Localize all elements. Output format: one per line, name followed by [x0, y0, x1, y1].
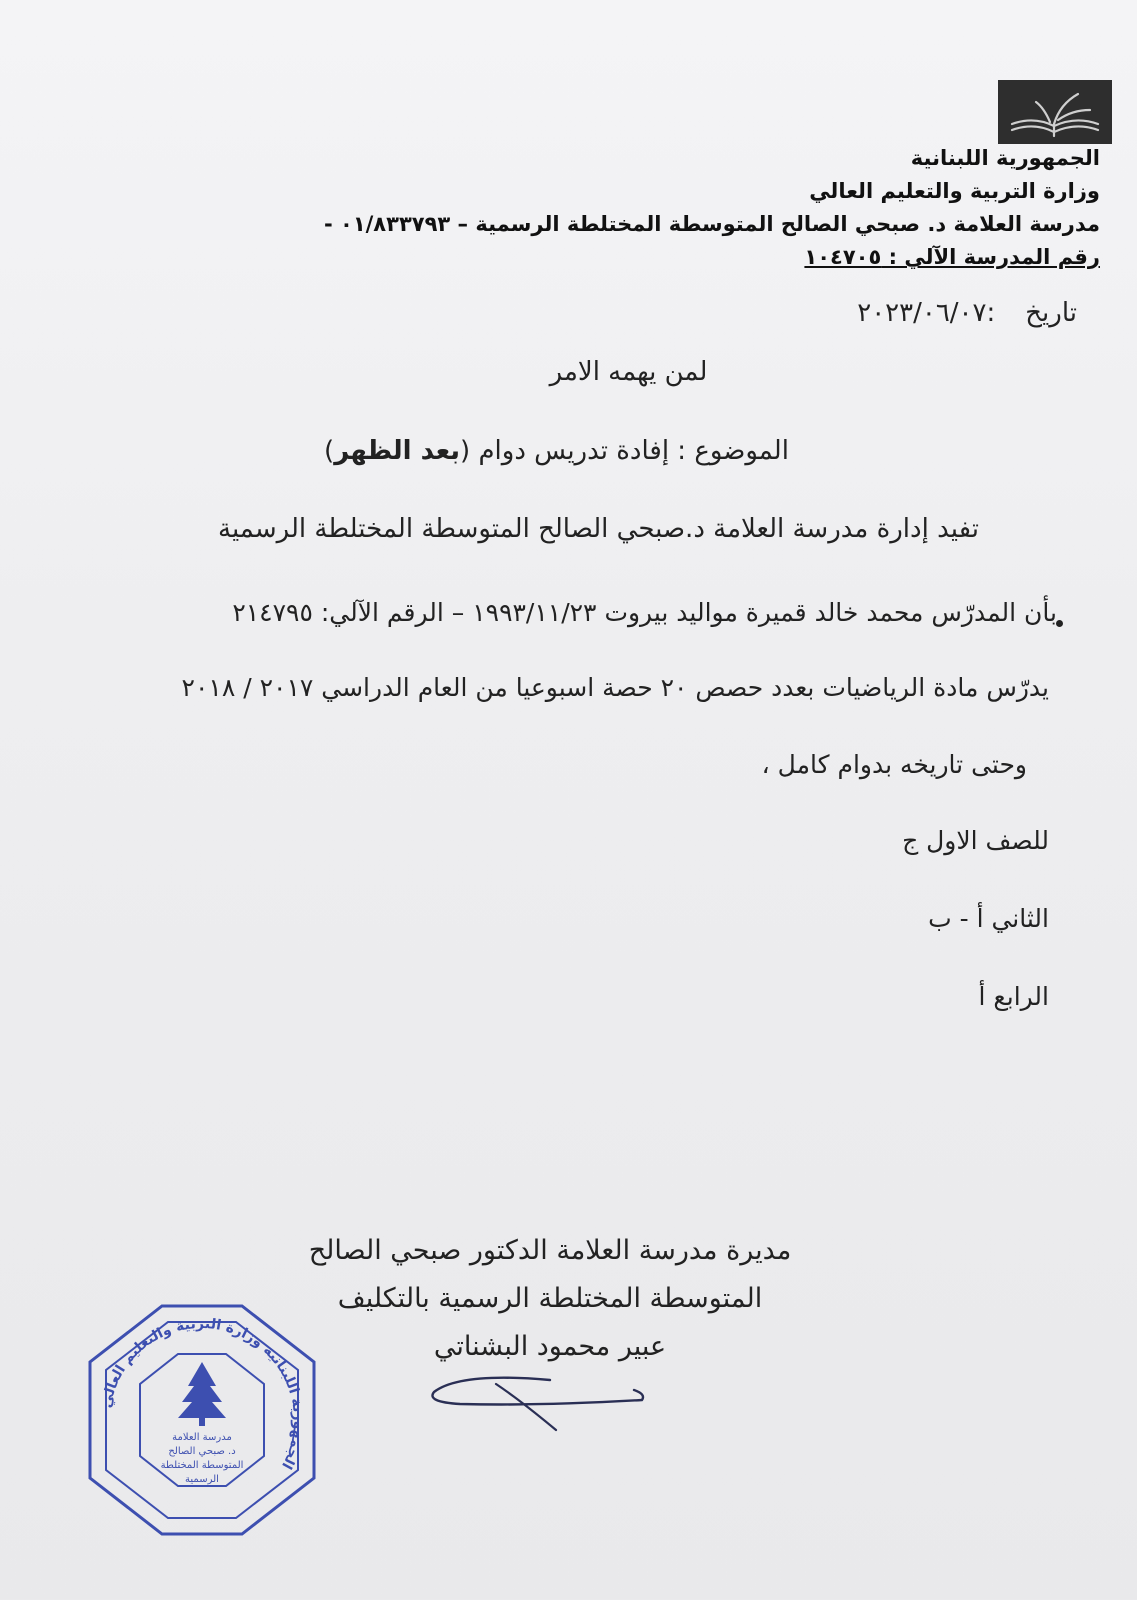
subject-suffix: ): [324, 436, 335, 466]
header-school: مدرسة العلامة د. صبحي الصالح المتوسطة المختلطة الرسمية – ٠١/٨٣٣٧٩٣ -: [323, 212, 1100, 236]
class-line-1: للصف الاول ج: [902, 826, 1049, 855]
stamp-line-4: الرسمية: [185, 1474, 219, 1485]
official-stamp: [84, 1300, 320, 1540]
addressee: لمن يهمه الامر: [549, 357, 708, 387]
stamp-line-3: المتوسطة المختلطة: [160, 1460, 244, 1471]
bullet-marker: [1056, 620, 1063, 627]
date-line: [857, 298, 1077, 328]
teacher-line: بأن المدرّس محمد خالد قميرة مواليد بيروت ١٩٩٣/١١/٢٣ – الرقم الآلي: ٢١٤٧٩٥: [232, 598, 1057, 627]
header-ministry: وزارة التربية والتعليم العالي: [809, 179, 1100, 203]
signatory-title-1: مديرة مدرسة العلامة الدكتور صبحي الصالح: [308, 1235, 792, 1266]
intro-line: تفيد إدارة مدرسة العلامة د.صبحي الصالح المتوسطة المختلطة الرسمية: [218, 514, 979, 544]
stamp-ring-text: الجمهورية اللبنانية وزارة التربية والتعليم العالي: [98, 1315, 307, 1472]
signatory-name: عبير محمود البشناتي: [433, 1331, 667, 1362]
date-value: :٢٠٢٣/٠٦/٠٧: [857, 298, 996, 328]
subject-bold: بعد الظهر: [334, 436, 461, 466]
header-school-number: رقم المدرسة الآلي : ١٠٤٧٠٥: [804, 245, 1100, 269]
ministry-logo: [998, 80, 1112, 144]
signatory-title-2: المتوسطة المختلطة الرسمية بالتكليف: [337, 1283, 763, 1314]
header-country: الجمهورية اللبنانية: [910, 146, 1100, 170]
stamp-line-2: د. صبحي الصالح: [168, 1446, 236, 1457]
subject-hours-line: يدرّس مادة الرياضيات بعدد حصص ٢٠ حصة اسبوعيا من العام الدراسي ٢٠١٧ / ٢٠١٨: [181, 673, 1049, 702]
handwritten-signature: [420, 1370, 660, 1450]
date-label: تاريخ: [1025, 298, 1077, 328]
class-line-2: الثاني أ - ب: [928, 904, 1049, 933]
class-line-3: الرابع أ: [978, 982, 1049, 1011]
duration-line: وحتى تاريخه بدوام كامل ،: [761, 750, 1027, 779]
stamp-line-1: مدرسة العلامة: [172, 1432, 232, 1443]
subject-line: [0, 436, 1125, 466]
subject-prefix: الموضوع : إفادة تدريس دوام (: [460, 436, 789, 466]
